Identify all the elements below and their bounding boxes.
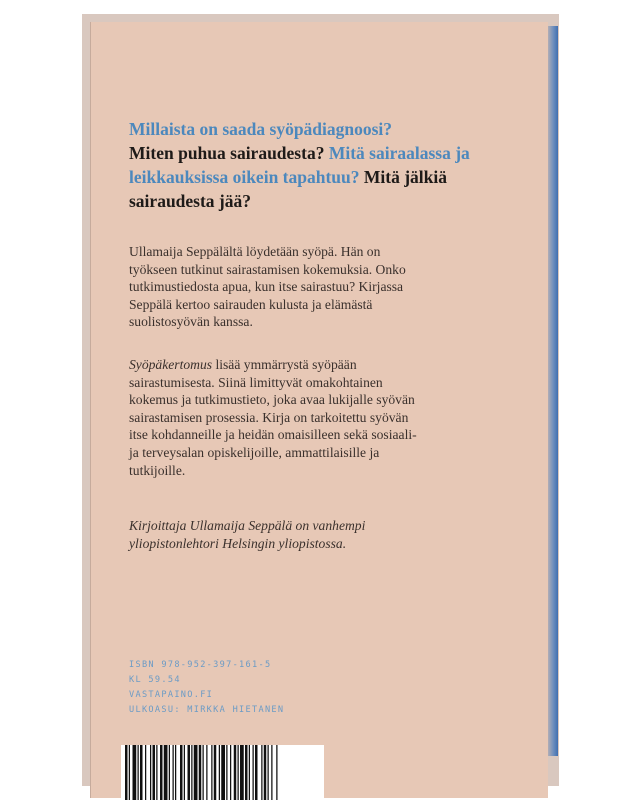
headline-question-4: Mitä jälkiä sairaudesta jää? (129, 167, 448, 211)
text-line: Kirjoittaja Ullamaija Seppälä on vanhempi (129, 518, 366, 533)
cover-headline (129, 117, 474, 213)
text-line: yliopistonlehtori Helsingin yliopistossa. (129, 535, 347, 551)
description-paragraph-2 (129, 356, 459, 479)
classification: KL 59.54 (129, 675, 181, 685)
description-paragraph-1 (129, 243, 459, 331)
text-line: tutkimustiedosta apua, kun itse sairastuu? Kirjassa (129, 279, 404, 295)
design-credit: ULKOASU: MIRKKA HIETANEN (129, 705, 285, 715)
text-line: kokemus ja tutkimustieto, joka avaa lukijalle syövän (129, 392, 415, 408)
text-line: tutkijoille. (129, 462, 186, 478)
text-line: sairastamisen prosessia. Kirja on tarkoitettu syövän (129, 409, 409, 425)
text-line (129, 356, 459, 374)
book-title-italic: Syöpäkertomus (129, 357, 213, 372)
text-line: suolistosyövän kanssa. (129, 314, 253, 330)
author-note (129, 517, 459, 552)
text-line: itse kohdanneille ja heidän omaisilleen sekä sosiaali- (129, 427, 417, 443)
headline-question-1: Millaista on saada syöpädiagnoosi? (129, 119, 393, 139)
isbn: ISBN 978-952-397-161-5 (129, 660, 272, 670)
text-line: työkseen tutkinut sairastamisen kokemuksia. Onko (129, 261, 406, 277)
text-line: Ullamaija Seppälältä löydetään syöpä. Hän on (129, 244, 381, 259)
barcode (121, 745, 324, 800)
text-line: sairastumisesta. Siinä limittyvät omakohtainen (129, 374, 383, 390)
text-line: Seppälä kertoo sairauden kulusta ja elämästä (129, 296, 373, 312)
barcode-icon (121, 745, 324, 800)
publication-meta (129, 658, 389, 718)
text-fragment: lisää ymmärrystä syöpään (212, 357, 357, 372)
text-line: ja terveysalan opiskelijoille, ammattilaisille ja (129, 444, 380, 460)
headline-question-3: Mitä sairaalassa ja leikkauksissa oikein tapahtuu? (129, 143, 470, 187)
publisher-url: VASTAPAINO.FI (129, 690, 214, 700)
headline-question-2: Miten puhua sairaudesta? (129, 143, 325, 163)
